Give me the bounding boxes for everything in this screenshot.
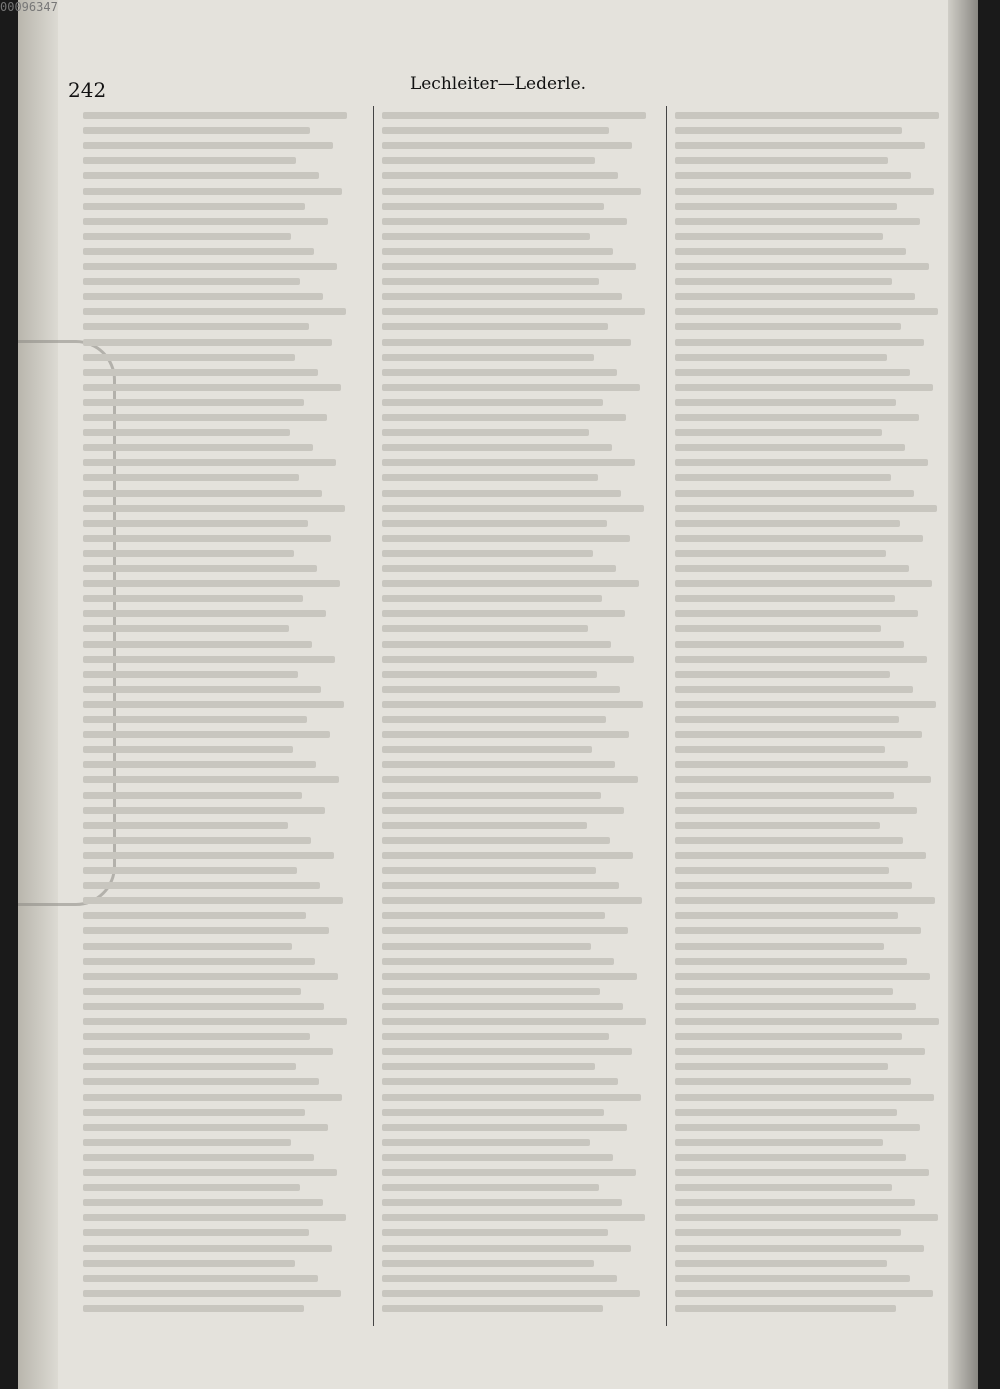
text-line-placeholder <box>382 1260 594 1267</box>
text-line-placeholder <box>675 641 904 648</box>
text-line-placeholder <box>675 1109 897 1116</box>
text-line-placeholder <box>83 1139 291 1146</box>
text-line-placeholder <box>83 520 308 527</box>
text-line-placeholder <box>83 1003 324 1010</box>
text-line-placeholder <box>83 807 325 814</box>
text-line-placeholder <box>382 429 589 436</box>
text-line-placeholder <box>382 278 599 285</box>
text-line-placeholder <box>83 444 313 451</box>
text-line-placeholder <box>675 1245 924 1252</box>
text-line-placeholder <box>83 1109 305 1116</box>
text-line-placeholder <box>382 384 640 391</box>
text-line-placeholder <box>83 686 321 693</box>
text-line-placeholder <box>382 701 643 708</box>
text-line-placeholder <box>675 776 931 783</box>
text-line-placeholder <box>675 1169 929 1176</box>
text-line-placeholder <box>382 354 594 361</box>
text-line-placeholder <box>382 1003 623 1010</box>
text-line-placeholder <box>83 127 310 134</box>
text-line-placeholder <box>675 746 885 753</box>
text-line-placeholder <box>382 716 606 723</box>
text-line-placeholder <box>382 731 629 738</box>
text-line-placeholder <box>675 459 928 466</box>
text-line-placeholder <box>83 595 303 602</box>
text-line-placeholder <box>382 490 621 497</box>
text-line-placeholder <box>83 172 319 179</box>
text-line-placeholder <box>675 535 923 542</box>
text-line-placeholder <box>382 595 602 602</box>
text-line-placeholder <box>382 625 588 632</box>
text-line-placeholder <box>382 1214 645 1221</box>
text-line-placeholder <box>675 761 908 768</box>
text-line-placeholder <box>382 912 605 919</box>
scan-stamp: 00096347 <box>0 0 58 14</box>
text-line-placeholder <box>83 1229 309 1236</box>
text-line-placeholder <box>382 263 636 270</box>
text-line-placeholder <box>83 203 305 210</box>
text-line-placeholder <box>382 1184 599 1191</box>
text-line-placeholder <box>382 1109 604 1116</box>
text-line-placeholder <box>675 1094 934 1101</box>
text-line-placeholder <box>83 550 294 557</box>
text-line-placeholder <box>675 671 890 678</box>
text-line-placeholder <box>83 776 339 783</box>
text-line-placeholder <box>83 399 304 406</box>
text-line-placeholder <box>382 323 608 330</box>
column-3 <box>666 106 947 1326</box>
text-line-placeholder <box>675 308 938 315</box>
text-line-placeholder <box>382 1078 618 1085</box>
column-2 <box>373 106 654 1326</box>
text-line-placeholder <box>83 1078 319 1085</box>
text-line-placeholder <box>675 1048 925 1055</box>
text-line-placeholder <box>675 399 896 406</box>
text-line-placeholder <box>83 867 297 874</box>
text-line-placeholder <box>382 1124 627 1131</box>
text-line-placeholder <box>382 414 626 421</box>
text-line-placeholder <box>382 792 601 799</box>
text-line-placeholder <box>382 1275 617 1282</box>
text-line-placeholder <box>382 444 612 451</box>
text-line-placeholder <box>675 339 924 346</box>
text-line-placeholder <box>382 520 607 527</box>
text-line-placeholder <box>675 867 889 874</box>
directory-page <box>18 0 978 1389</box>
text-line-placeholder <box>675 157 888 164</box>
text-line-placeholder <box>675 943 884 950</box>
text-line-placeholder <box>382 1290 640 1297</box>
text-line-placeholder <box>675 595 895 602</box>
text-line-placeholder <box>382 474 598 481</box>
text-line-placeholder <box>382 610 625 617</box>
text-line-placeholder <box>83 369 318 376</box>
text-line-placeholder <box>675 988 893 995</box>
text-line-placeholder <box>382 1063 595 1070</box>
text-line-placeholder <box>382 233 590 240</box>
text-line-placeholder <box>675 912 898 919</box>
text-line-placeholder <box>83 323 309 330</box>
text-line-placeholder <box>382 973 637 980</box>
text-line-placeholder <box>675 731 922 738</box>
text-line-placeholder <box>83 1245 332 1252</box>
text-line-placeholder <box>83 958 315 965</box>
text-line-placeholder <box>382 505 644 512</box>
text-line-placeholder <box>382 1305 603 1312</box>
text-line-placeholder <box>83 1018 347 1025</box>
text-line-placeholder <box>83 1214 346 1221</box>
text-line-placeholder <box>83 852 334 859</box>
text-line-placeholder <box>83 1033 310 1040</box>
text-line-placeholder <box>675 792 894 799</box>
text-line-placeholder <box>83 822 288 829</box>
text-line-placeholder <box>675 610 918 617</box>
text-line-placeholder <box>675 1260 887 1267</box>
text-line-placeholder <box>675 1033 902 1040</box>
text-line-placeholder <box>382 1094 641 1101</box>
text-line-placeholder <box>675 429 882 436</box>
text-line-placeholder <box>675 248 906 255</box>
text-line-placeholder <box>83 927 329 934</box>
text-line-placeholder <box>382 867 596 874</box>
text-line-placeholder <box>83 263 337 270</box>
text-line-placeholder <box>83 474 299 481</box>
text-line-placeholder <box>675 837 903 844</box>
text-line-placeholder <box>675 1199 915 1206</box>
text-line-placeholder <box>675 973 930 980</box>
text-line-placeholder <box>83 656 335 663</box>
text-line-placeholder <box>675 1139 883 1146</box>
text-line-placeholder <box>83 339 332 346</box>
page-edge <box>948 0 978 1389</box>
text-line-placeholder <box>382 142 632 149</box>
text-line-placeholder <box>83 988 301 995</box>
text-line-placeholder <box>382 127 609 134</box>
text-line-placeholder <box>675 474 891 481</box>
text-line-placeholder <box>83 1063 296 1070</box>
text-line-placeholder <box>382 1033 609 1040</box>
text-line-placeholder <box>83 218 328 225</box>
text-line-placeholder <box>675 505 937 512</box>
text-line-placeholder <box>83 278 300 285</box>
text-line-placeholder <box>382 671 597 678</box>
text-line-placeholder <box>83 1169 337 1176</box>
text-line-placeholder <box>675 686 913 693</box>
text-line-placeholder <box>382 580 639 587</box>
text-line-placeholder <box>382 157 595 164</box>
text-line-placeholder <box>382 172 618 179</box>
text-line-placeholder <box>83 1199 323 1206</box>
text-line-placeholder <box>675 354 887 361</box>
text-line-placeholder <box>675 1154 906 1161</box>
text-line-placeholder <box>382 188 641 195</box>
text-line-placeholder <box>382 1229 608 1236</box>
text-line-placeholder <box>382 1245 631 1252</box>
text-line-placeholder <box>83 716 307 723</box>
text-line-placeholder <box>675 656 927 663</box>
text-line-placeholder <box>382 369 617 376</box>
text-line-placeholder <box>675 293 915 300</box>
text-line-placeholder <box>675 142 925 149</box>
text-line-placeholder <box>83 897 343 904</box>
text-line-placeholder <box>83 142 333 149</box>
text-line-placeholder <box>382 339 631 346</box>
text-line-placeholder <box>382 1169 636 1176</box>
text-line-placeholder <box>382 686 620 693</box>
text-line-placeholder <box>83 641 312 648</box>
text-line-placeholder <box>83 792 302 799</box>
text-line-placeholder <box>83 429 290 436</box>
text-line-placeholder <box>675 490 914 497</box>
text-line-placeholder <box>83 912 306 919</box>
page-number: 242 <box>68 78 107 102</box>
text-line-placeholder <box>83 354 295 361</box>
text-line-placeholder <box>83 1260 295 1267</box>
text-line-placeholder <box>675 188 934 195</box>
text-line-placeholder <box>83 112 347 119</box>
text-line-placeholder <box>83 248 314 255</box>
text-line-placeholder <box>675 323 901 330</box>
text-line-placeholder <box>382 988 600 995</box>
text-line-placeholder <box>83 882 320 889</box>
text-line-placeholder <box>382 308 645 315</box>
text-line-placeholder <box>675 233 883 240</box>
text-line-placeholder <box>83 1275 318 1282</box>
text-line-placeholder <box>675 550 886 557</box>
text-line-placeholder <box>675 384 933 391</box>
text-line-placeholder <box>675 852 926 859</box>
text-line-placeholder <box>83 293 323 300</box>
text-line-placeholder <box>83 188 342 195</box>
text-line-placeholder <box>83 384 341 391</box>
text-line-placeholder <box>675 127 902 134</box>
text-line-placeholder <box>382 1154 613 1161</box>
text-line-placeholder <box>83 1184 300 1191</box>
text-line-placeholder <box>675 1003 916 1010</box>
text-line-placeholder <box>675 520 900 527</box>
text-line-placeholder <box>382 746 592 753</box>
column-1 <box>75 106 355 1326</box>
text-line-placeholder <box>675 278 892 285</box>
text-line-placeholder <box>675 807 917 814</box>
text-line-placeholder <box>83 1094 342 1101</box>
text-line-placeholder <box>83 1048 333 1055</box>
text-line-placeholder <box>675 1078 911 1085</box>
text-line-placeholder <box>675 625 881 632</box>
text-line-placeholder <box>83 671 298 678</box>
text-line-placeholder <box>675 1229 901 1236</box>
text-line-placeholder <box>675 218 920 225</box>
text-line-placeholder <box>83 610 326 617</box>
text-line-placeholder <box>83 414 327 421</box>
text-line-placeholder <box>675 112 939 119</box>
text-line-placeholder <box>382 1018 646 1025</box>
text-line-placeholder <box>382 656 634 663</box>
text-line-placeholder <box>382 822 587 829</box>
text-line-placeholder <box>675 1184 892 1191</box>
text-line-placeholder <box>382 550 593 557</box>
text-line-placeholder <box>382 399 603 406</box>
text-line-placeholder <box>382 565 616 572</box>
text-line-placeholder <box>382 218 627 225</box>
text-line-placeholder <box>675 263 929 270</box>
text-line-placeholder <box>83 943 292 950</box>
text-line-placeholder <box>675 172 911 179</box>
text-line-placeholder <box>83 731 330 738</box>
text-line-placeholder <box>83 1305 304 1312</box>
text-line-placeholder <box>675 1275 910 1282</box>
text-line-placeholder <box>675 1124 920 1131</box>
text-line-placeholder <box>382 248 613 255</box>
text-line-placeholder <box>83 1290 341 1297</box>
text-line-placeholder <box>382 203 604 210</box>
text-line-placeholder <box>83 157 296 164</box>
text-line-placeholder <box>382 837 610 844</box>
text-line-placeholder <box>675 1214 938 1221</box>
text-line-placeholder <box>382 761 615 768</box>
text-line-placeholder <box>675 414 919 421</box>
text-line-placeholder <box>382 958 614 965</box>
text-line-placeholder <box>382 112 646 119</box>
text-line-placeholder <box>675 716 899 723</box>
text-line-placeholder <box>83 837 311 844</box>
text-line-placeholder <box>83 625 289 632</box>
text-line-placeholder <box>675 701 936 708</box>
text-line-placeholder <box>83 233 291 240</box>
text-line-placeholder <box>382 776 638 783</box>
text-line-placeholder <box>675 444 905 451</box>
text-line-placeholder <box>675 1290 933 1297</box>
text-line-placeholder <box>675 1063 888 1070</box>
text-line-placeholder <box>675 1305 896 1312</box>
text-line-placeholder <box>675 1018 939 1025</box>
text-line-placeholder <box>382 535 630 542</box>
text-line-placeholder <box>83 973 338 980</box>
text-line-placeholder <box>83 565 317 572</box>
text-line-placeholder <box>382 852 633 859</box>
text-line-placeholder <box>675 580 932 587</box>
running-head: Lechleiter—Lederle. <box>409 74 587 94</box>
text-line-placeholder <box>382 897 642 904</box>
text-line-placeholder <box>382 293 622 300</box>
text-line-placeholder <box>382 882 619 889</box>
text-line-placeholder <box>382 1199 622 1206</box>
text-line-placeholder <box>83 1124 328 1131</box>
text-line-placeholder <box>83 746 293 753</box>
text-line-placeholder <box>83 505 345 512</box>
text-line-placeholder <box>382 459 635 466</box>
text-line-placeholder <box>83 490 322 497</box>
text-line-placeholder <box>675 369 910 376</box>
text-line-placeholder <box>382 943 591 950</box>
text-line-placeholder <box>83 761 316 768</box>
text-line-placeholder <box>382 641 611 648</box>
text-line-placeholder <box>83 459 336 466</box>
text-line-placeholder <box>83 1154 314 1161</box>
text-line-placeholder <box>382 927 628 934</box>
text-line-placeholder <box>675 897 935 904</box>
text-line-placeholder <box>675 927 921 934</box>
text-line-placeholder <box>83 580 340 587</box>
text-line-placeholder <box>83 701 344 708</box>
text-line-placeholder <box>675 958 907 965</box>
text-line-placeholder <box>83 308 346 315</box>
text-line-placeholder <box>675 565 909 572</box>
text-line-placeholder <box>83 535 331 542</box>
text-line-placeholder <box>382 1139 590 1146</box>
text-line-placeholder <box>382 807 624 814</box>
text-line-placeholder <box>675 822 880 829</box>
text-line-placeholder <box>675 882 912 889</box>
text-line-placeholder <box>382 1048 632 1055</box>
text-line-placeholder <box>675 203 897 210</box>
